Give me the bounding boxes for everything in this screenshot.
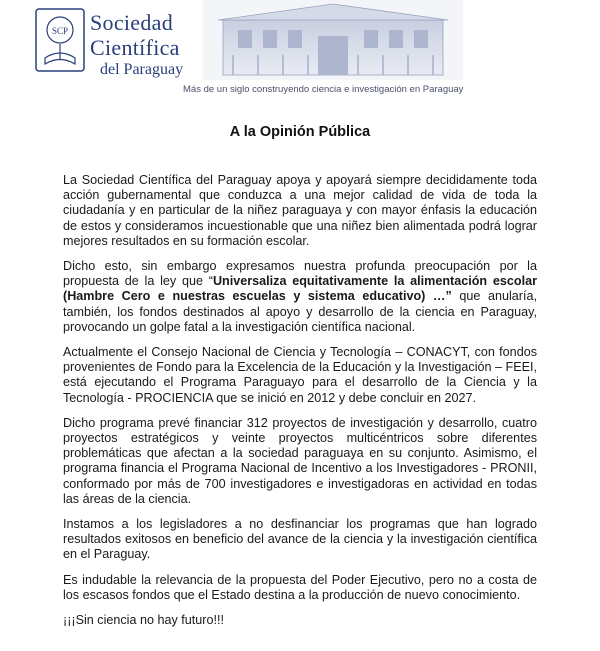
paragraph-5: Instamos a los legisladores a no desfinanciar los programas que han logrado resultados exitosos en beneficio del avance de la ciencia y la investigación científica en el Paraguay. [63, 517, 537, 562]
paragraph-2-intro: Dicho esto, sin embargo expresamos nuestra profunda preocupación por la propuesta de la ley que “ [63, 259, 537, 289]
paragraph-1: La Sociedad Científica del Paraguay apoya y apoyará siempre decididamente toda acción gubernamental que conduzca a una mejor calidad de vida de toda la ciudadanía y en particular de la niñez paraguaya y con mayor énfasis la educación de estos y consideramos incuestionable que una niñez bien alimentada podrá lograr mejores resultados en su formación escolar. [63, 173, 537, 248]
document-title: A la Opinión Pública [229, 124, 371, 140]
closing-slogan: ¡¡¡Sin ciencia no hay futuro!!! [63, 613, 224, 628]
paragraph-6: Es indudable la relevancia de la propuesta del Poder Ejecutivo, pero no a costa de los escasos fondos que el Estado destina a la producción de nuevo conocimiento. [63, 572, 537, 602]
letterhead [0, 0, 600, 110]
org-name-line3: del Paraguay [100, 61, 184, 78]
building-illustration [203, 0, 463, 80]
seal-monogram: SCP [51, 26, 69, 36]
paragraph-2-rest: que anularía, también, los fondos destinados al apoyo y desarrollo de la ciencia en Paraguay, provocando un golpe fatal a la investigación científica nacional. [63, 289, 537, 334]
law-title: Universaliza equitativamente la alimentación escolar (Hambre Cero e nuestras escuelas y sistema educativo) …” [63, 274, 537, 304]
society-seal-logo [35, 8, 85, 72]
paragraph-2 [63, 259, 537, 335]
paragraph-4: Dicho programa prevé financiar 312 proyectos de investigación y desarrollo, cuatro proyectos estratégicos y veinte proyectos multicéntricos sobre diferentes problemáticas que afectan a la sociedad paraguaya en su conjunto. Asimismo, el programa financia el Programa Nacional de Incentivo a los Investigadores - PRONII, conformado por más de 700 investigadores e investigadoras en actividad en todas las áreas de la ciencia. [63, 415, 537, 506]
tagline: Más de un siglo construyendo ciencia e investigación en Paraguay [183, 84, 464, 95]
org-name-line1: Sociedad [90, 10, 174, 35]
org-name-line2: Científica [90, 35, 180, 60]
document-body [63, 173, 537, 638]
paragraph-3: Actualmente el Consejo Nacional de Ciencia y Tecnología – CONACYT, con fondos provenientes de Fondo para la Excelencia de la Educación y la Investigación – FEEI, está ejecutando el Programa Paraguayo para el desarrollo de la Ciencia y la Tecnología - PROCIENCIA que se inició en 2012 y debe concluir en 2027. [63, 345, 537, 405]
org-name [90, 12, 183, 78]
